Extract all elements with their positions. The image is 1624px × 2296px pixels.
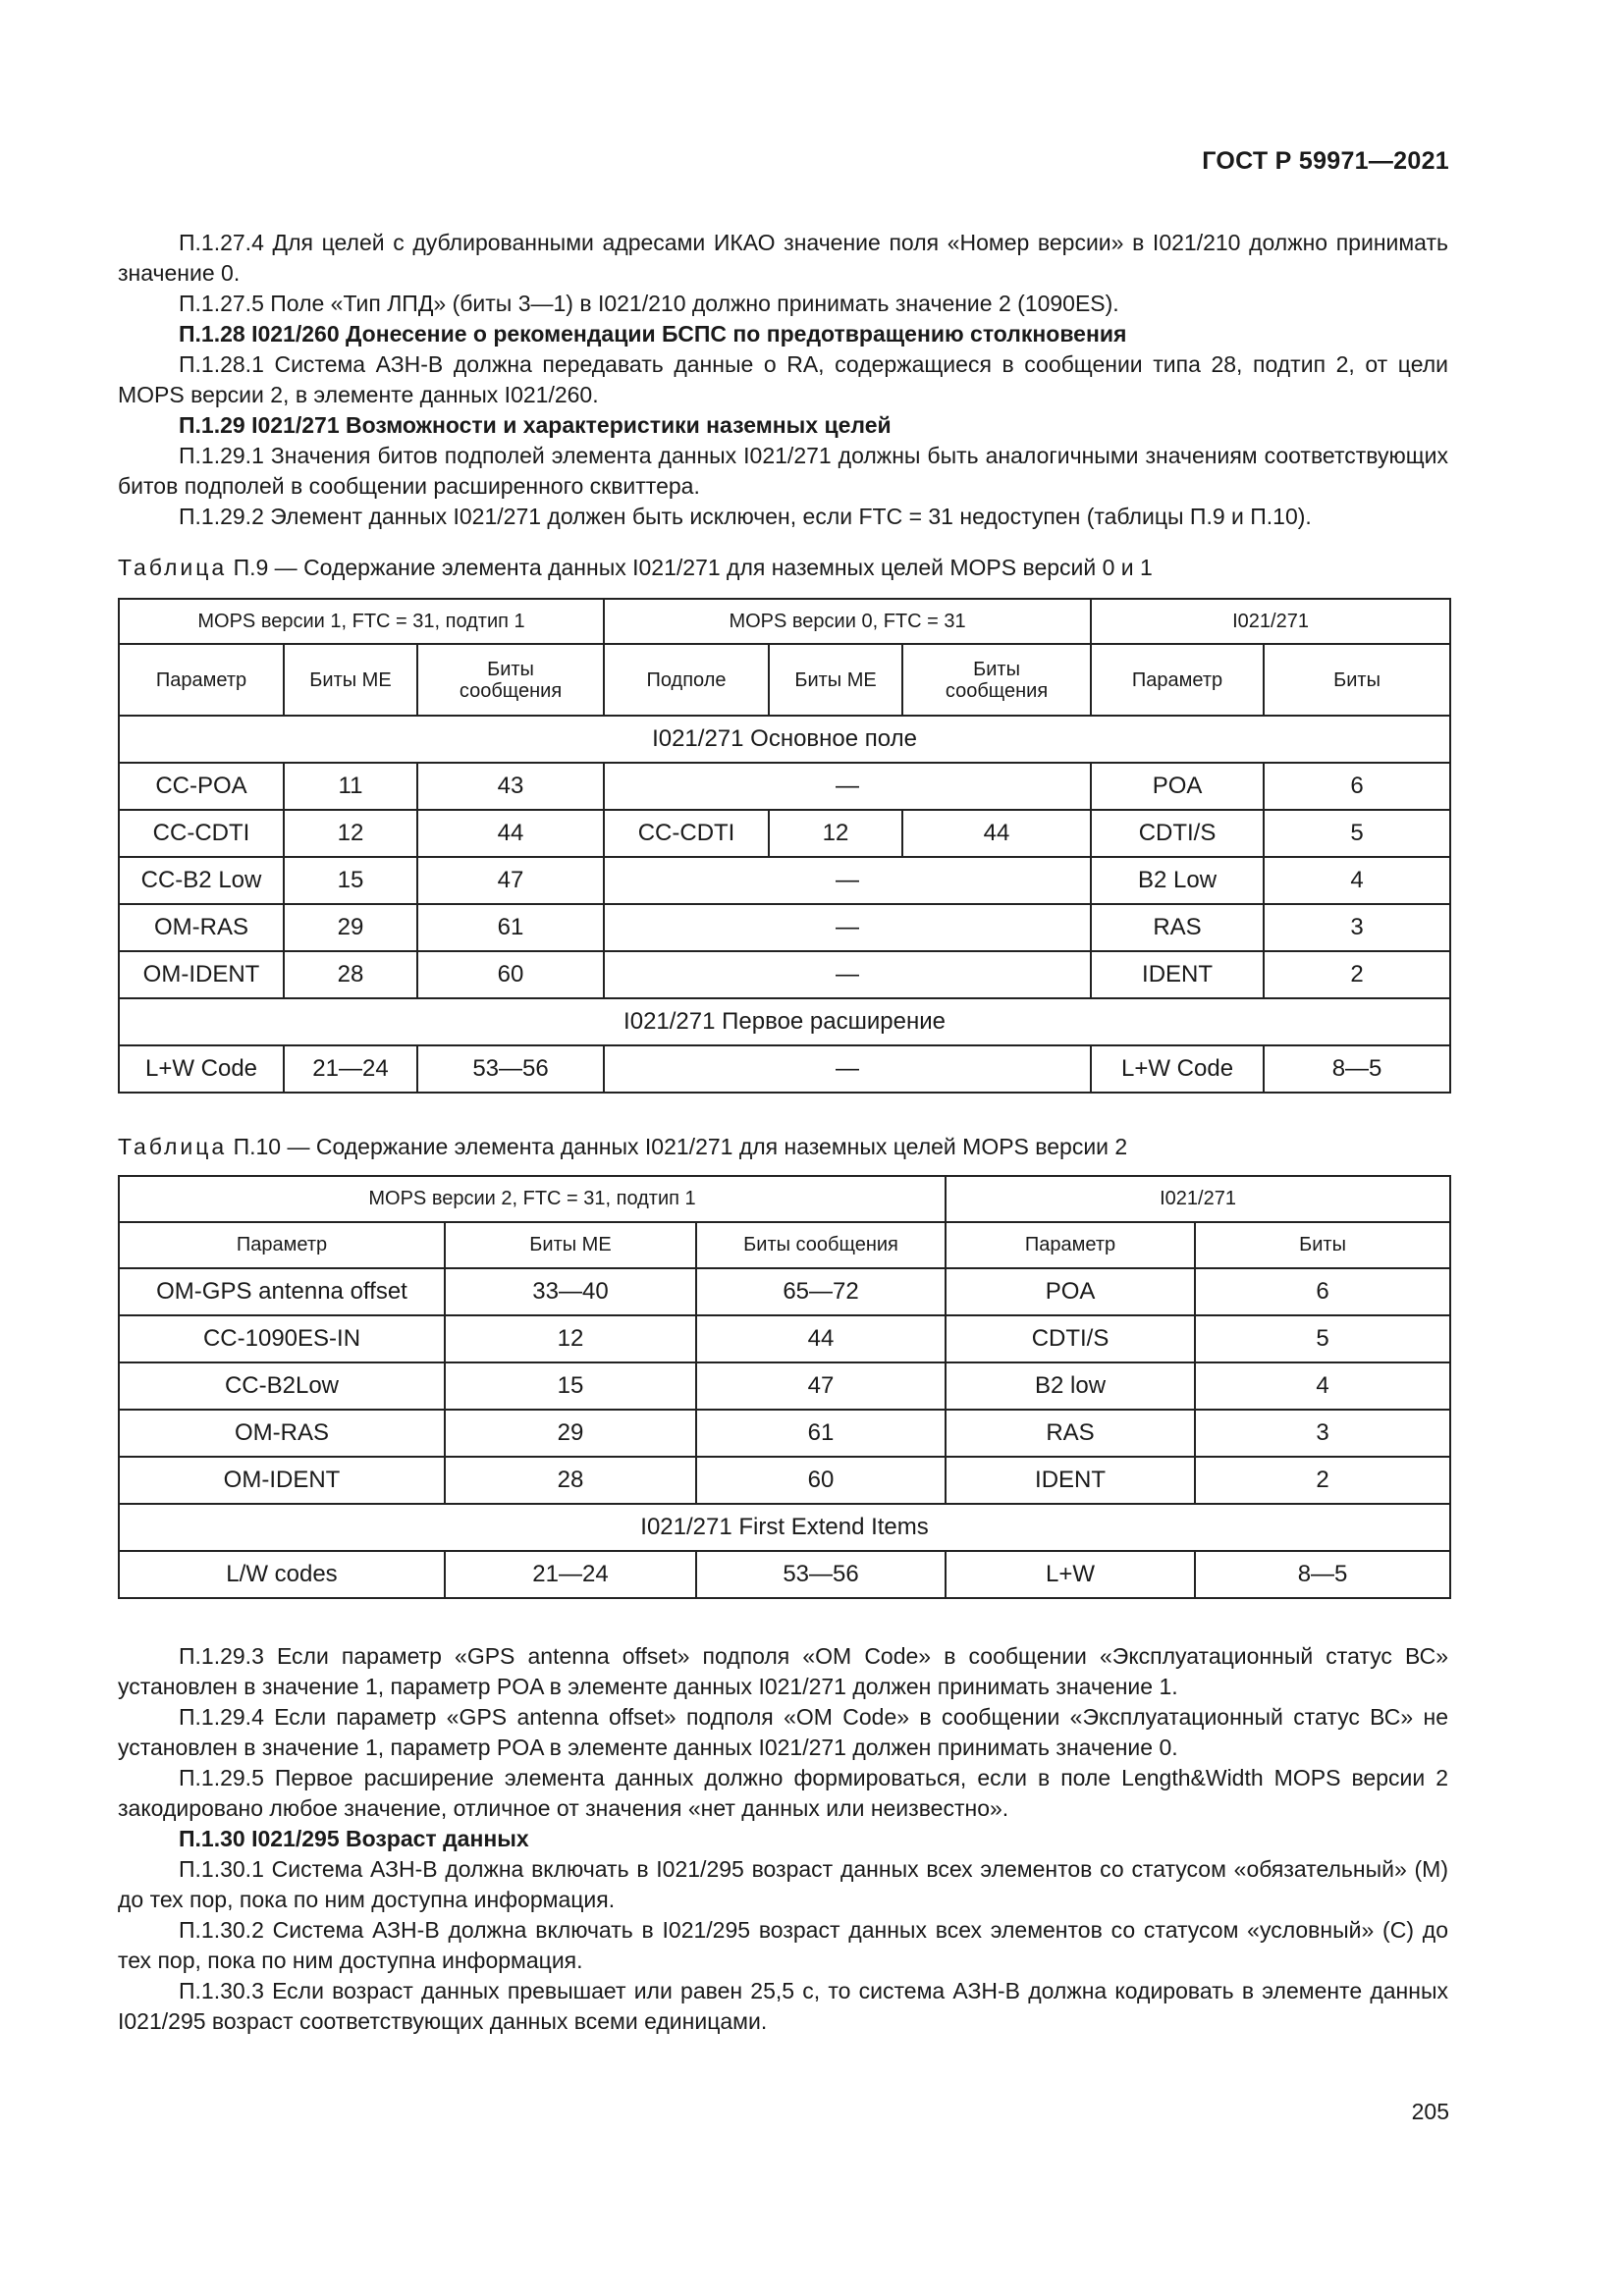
- table-row: [119, 1410, 1450, 1457]
- section-heading: П.1.28 I021/260 Донесение о рекомендации БСПС по предотвращению столкновения: [179, 321, 1127, 347]
- table-cell: 2: [1264, 951, 1450, 998]
- group-header-cell: MOPS версии 2, FTC = 31, подтип 1: [119, 1176, 946, 1222]
- table-cell: 43: [417, 763, 604, 810]
- table-group-header-row: [119, 599, 1450, 644]
- column-header: Параметр: [119, 1222, 445, 1268]
- section-heading: П.1.29 I021/271 Возможности и характеристики наземных целей: [179, 412, 892, 438]
- table-cell: 15: [445, 1362, 696, 1410]
- table-cell: 21—24: [445, 1551, 696, 1598]
- table-cell: OM-RAS: [119, 904, 284, 951]
- table-cell: IDENT: [1091, 951, 1264, 998]
- column-header: Биты сообщения: [902, 644, 1091, 716]
- table-column-header-row: [119, 644, 1450, 716]
- table-cell: L+W: [946, 1551, 1195, 1598]
- table-cell: CC-POA: [119, 763, 284, 810]
- table-cell: 11: [284, 763, 417, 810]
- column-header: Биты ME: [769, 644, 902, 716]
- column-header: Биты: [1195, 1222, 1450, 1268]
- table-cell: CC-CDTI: [119, 810, 284, 857]
- section-cell: I021/271 Первое расширение: [119, 998, 1450, 1045]
- paragraph: П.1.29.1 Значения битов подполей элемента данных I021/271 должны быть аналогичными значениям соответствующих битов подполей в сообщении расширенного сквиттера.: [118, 443, 1448, 499]
- table-cell: 61: [696, 1410, 946, 1457]
- table-cell: 12: [769, 810, 902, 857]
- table-10: [118, 1175, 1451, 1599]
- group-header-cell: MOPS версии 1, FTC = 31, подтип 1: [119, 599, 604, 644]
- paragraph: П.1.29.5 Первое расширение элемента данных должно формироваться, если в поле Length&Width MOPS версии 2 закодировано любое значение, отличное от значения «нет данных или неизвестно».: [118, 1765, 1448, 1821]
- page-number: 205: [1411, 2099, 1449, 2124]
- table-cell: 28: [284, 951, 417, 998]
- table-cell: OM-RAS: [119, 1410, 445, 1457]
- paragraph: П.1.27.4 Для целей с дублированными адресами ИКАО значение поля «Номер версии» в I021/210 должно принимать значение 0.: [118, 230, 1448, 286]
- column-header: Биты ME: [284, 644, 417, 716]
- table-cell: 60: [417, 951, 604, 998]
- table-cell: 53—56: [417, 1045, 604, 1093]
- table-cell: 15: [284, 857, 417, 904]
- paragraph: П.1.29.3 Если параметр «GPS antenna offset» подполя «OM Code» в сообщении «Эксплуатационный статус ВС» установлен в значение 1, параметр POA в элементе данных I021/271 должен принимать значение 1.: [118, 1643, 1448, 1699]
- paragraph: П.1.29.4 Если параметр «GPS antenna offset» подполя «OM Code» в сообщении «Эксплуатационный статус ВС» не установлен в значение 1, параметр POA в элементе данных I021/271 должен принимать значение 0.: [118, 1704, 1448, 1760]
- paragraph: П.1.30.3 Если возраст данных превышает или равен 25,5 с, то система АЗН-В должна кодировать в элементе данных I021/295 возраст соответствующих данных всеми единицами.: [118, 1978, 1448, 2034]
- table-row: [119, 1362, 1450, 1410]
- table-cell: OM-IDENT: [119, 951, 284, 998]
- table-cell: —: [604, 904, 1091, 951]
- table-row: [119, 1457, 1450, 1504]
- table-9: [118, 598, 1451, 1094]
- table-cell: CC-B2Low: [119, 1362, 445, 1410]
- table-cell: L/W codes: [119, 1551, 445, 1598]
- paragraph: П.1.29.2 Элемент данных I021/271 должен быть исключен, если FTC = 31 недоступен (таблицы П.9 и П.10).: [179, 504, 1312, 529]
- table-cell: 8—5: [1195, 1551, 1450, 1598]
- table-cell: 4: [1195, 1362, 1450, 1410]
- table-group-header-row: [119, 1176, 1450, 1222]
- table-cell: CDTI/S: [946, 1315, 1195, 1362]
- table-cell: 44: [902, 810, 1091, 857]
- column-header: Биты сообщения: [696, 1222, 946, 1268]
- table-cell: —: [604, 1045, 1091, 1093]
- paragraph: П.1.28.1 Система АЗН-В должна передавать данные о RA, содержащиеся в сообщении типа 28, подтип 2, от цели MOPS версии 2, в элементе данных I021/260.: [118, 351, 1448, 407]
- table-cell: L+W Code: [1091, 1045, 1264, 1093]
- table-section-row: [119, 1504, 1450, 1551]
- table-cell: 28: [445, 1457, 696, 1504]
- table-cell: 47: [417, 857, 604, 904]
- table-cell: B2 low: [946, 1362, 1195, 1410]
- column-header: Параметр: [1091, 644, 1264, 716]
- table-row: [119, 810, 1450, 857]
- table-cell: RAS: [1091, 904, 1264, 951]
- column-header: Подполе: [604, 644, 769, 716]
- table-row: [119, 1268, 1450, 1315]
- table-cell: POA: [1091, 763, 1264, 810]
- table-column-header-row: [119, 1222, 1450, 1268]
- table-cell: —: [604, 857, 1091, 904]
- table-cell: 44: [417, 810, 604, 857]
- table-cell: 29: [445, 1410, 696, 1457]
- column-header: Биты ME: [445, 1222, 696, 1268]
- table-cell: 3: [1264, 904, 1450, 951]
- table-cell: 6: [1264, 763, 1450, 810]
- paragraphs-top: [118, 228, 1448, 532]
- column-header: Биты сообщения: [417, 644, 604, 716]
- table-cell: 4: [1264, 857, 1450, 904]
- group-header-cell: I021/271: [1091, 599, 1450, 644]
- table-cell: 29: [284, 904, 417, 951]
- table-cell: 12: [284, 810, 417, 857]
- table-cell: 5: [1264, 810, 1450, 857]
- table-cell: 53—56: [696, 1551, 946, 1598]
- table-cell: 6: [1195, 1268, 1450, 1315]
- table-cell: 3: [1195, 1410, 1450, 1457]
- table-cell: L+W Code: [119, 1045, 284, 1093]
- table-cell: 60: [696, 1457, 946, 1504]
- table-row: [119, 951, 1450, 998]
- section-heading: П.1.30 I021/295 Возраст данных: [179, 1826, 529, 1851]
- table-cell: —: [604, 763, 1091, 810]
- table-cell: IDENT: [946, 1457, 1195, 1504]
- table-row: [119, 1045, 1450, 1093]
- table-cell: 65—72: [696, 1268, 946, 1315]
- table-cell: B2 Low: [1091, 857, 1264, 904]
- table-row: [119, 857, 1450, 904]
- document-header-standard: ГОСТ Р 59971—2021: [1202, 147, 1449, 175]
- table-row: [119, 763, 1450, 810]
- table-cell: 44: [696, 1315, 946, 1362]
- table-cell: POA: [946, 1268, 1195, 1315]
- paragraph: П.1.30.2 Система АЗН-В должна включать в I021/295 возраст данных всех элементов со статусом «условный» (С) до тех пор, пока по ним доступна информация.: [118, 1917, 1448, 1973]
- table-cell: 21—24: [284, 1045, 417, 1093]
- table-cell: 8—5: [1264, 1045, 1450, 1093]
- table-cell: 33—40: [445, 1268, 696, 1315]
- table-cell: OM-GPS antenna offset: [119, 1268, 445, 1315]
- table-cell: 12: [445, 1315, 696, 1362]
- group-header-cell: MOPS версии 0, FTC = 31: [604, 599, 1091, 644]
- table-cell: CC-B2 Low: [119, 857, 284, 904]
- table-row: [119, 1551, 1450, 1598]
- column-header: Параметр: [119, 644, 284, 716]
- table-cell: CC-CDTI: [604, 810, 769, 857]
- table-caption-text: П.9 — Содержание элемента данных I021/271 для наземных целей MOPS версий 0 и 1: [233, 555, 1153, 580]
- table-10-caption: [118, 1134, 1127, 1160]
- table-cell: RAS: [946, 1410, 1195, 1457]
- section-cell: I021/271 Основное поле: [119, 716, 1450, 763]
- table-9-caption: [118, 555, 1153, 581]
- table-cell: CDTI/S: [1091, 810, 1264, 857]
- table-cell: 5: [1195, 1315, 1450, 1362]
- table-cell: 2: [1195, 1457, 1450, 1504]
- table-cell: —: [604, 951, 1091, 998]
- paragraph: П.1.27.5 Поле «Тип ЛПД» (биты 3—1) в I021/210 должно принимать значение 2 (1090ES).: [179, 291, 1119, 316]
- table-cell: CC-1090ES-IN: [119, 1315, 445, 1362]
- group-header-cell: I021/271: [946, 1176, 1450, 1222]
- table-cell: OM-IDENT: [119, 1457, 445, 1504]
- table-caption-word: Таблица: [118, 1134, 228, 1159]
- table-section-row: [119, 998, 1450, 1045]
- column-header: Биты: [1264, 644, 1450, 716]
- table-cell: 47: [696, 1362, 946, 1410]
- table-caption-text: П.10 — Содержание элемента данных I021/271 для наземных целей MOPS версии 2: [233, 1134, 1128, 1159]
- paragraphs-bottom: [118, 1641, 1448, 2037]
- column-header: Параметр: [946, 1222, 1195, 1268]
- table-row: [119, 1315, 1450, 1362]
- section-cell: I021/271 First Extend Items: [119, 1504, 1450, 1551]
- table-caption-word: Таблица: [118, 555, 228, 580]
- table-row: [119, 904, 1450, 951]
- table-section-row: [119, 716, 1450, 763]
- table-cell: 61: [417, 904, 604, 951]
- paragraph: П.1.30.1 Система АЗН-В должна включать в I021/295 возраст данных всех элементов со статусом «обязательный» (М) до тех пор, пока по ним доступна информация.: [118, 1856, 1448, 1912]
